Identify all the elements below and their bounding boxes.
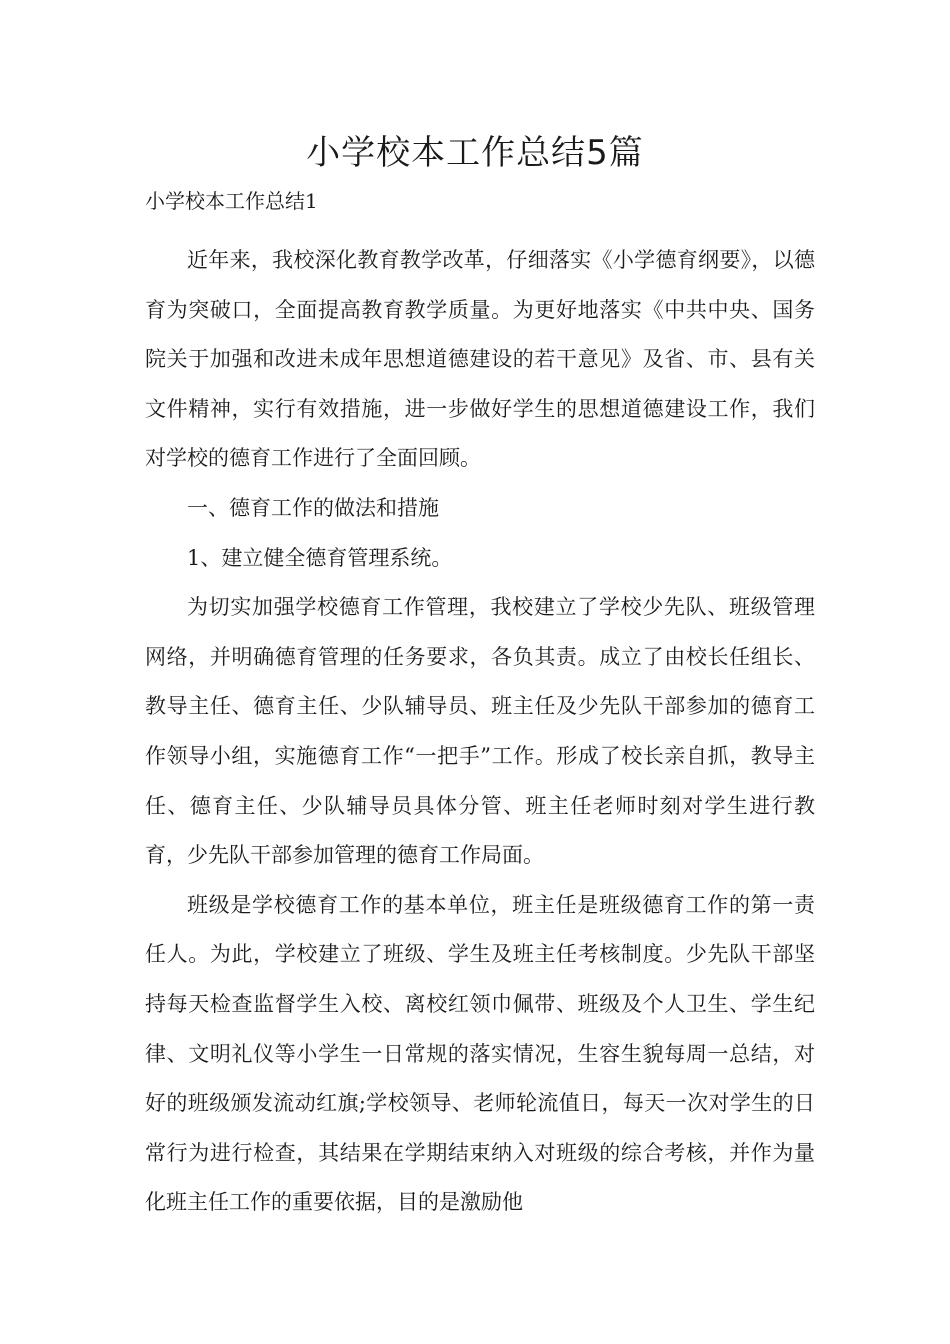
document-body xyxy=(145,236,815,1228)
document-title: 小学校本工作总结5篇 xyxy=(306,133,644,173)
section-subtitle: 小学校本工作总结1 xyxy=(145,189,318,213)
paragraph-subheading-1: 1、建立健全德育管理系统。 xyxy=(187,545,453,570)
paragraph-management: 为切实加强学校德育工作管理，我校建立了学校少先队、班级管理网络，并明确德育管理的任务要求，各负其责。成立了由校长任组长、教导主任、德育主任、少队辅导员、班主任及少先队干部参加的德育工作领导小组，实施德育工作“一把手”工作。形成了校长亲自抓，教导主任、德育主任、少队辅导员具体分管、班主任老师时刻对学生进行教育，少先队干部参加管理的德育工作局面。 xyxy=(145,595,815,868)
paragraph-class: 班级是学校德育工作的基本单位，班主任是班级德育工作的第一责任人。为此，学校建立了班级、学生及班主任考核制度。少先队干部坚持每天检查监督学生入校、离校红领巾佩带、班级及个人卫生、学生纪律、文明礼仪等小学生一日常规的落实情况，生容生貌每周一总结，对好的班级颁发流动红旗;学校领导、老师轮流值日，每天一次对学生的日常行为进行检查，其结果在学期结束纳入对班级的综合考核，并作为量化班主任工作的重要依据，目的是激励他 xyxy=(145,892,815,1215)
paragraph-intro: 近年来，我校深化教育教学改革，仔细落实《小学德育纲要》，以德育为突破口，全面提高教育教学质量。为更好地落实《中共中央、国务院关于加强和改进未成年思想道德建设的若干意见》及省、市、县有关文件精神，实行有效措施，进一步做好学生的思想道德建设工作，我们对学校的德育工作进行了全面回顾。 xyxy=(145,248,815,471)
paragraph-heading-1: 一、德育工作的做法和措施 xyxy=(187,495,439,520)
